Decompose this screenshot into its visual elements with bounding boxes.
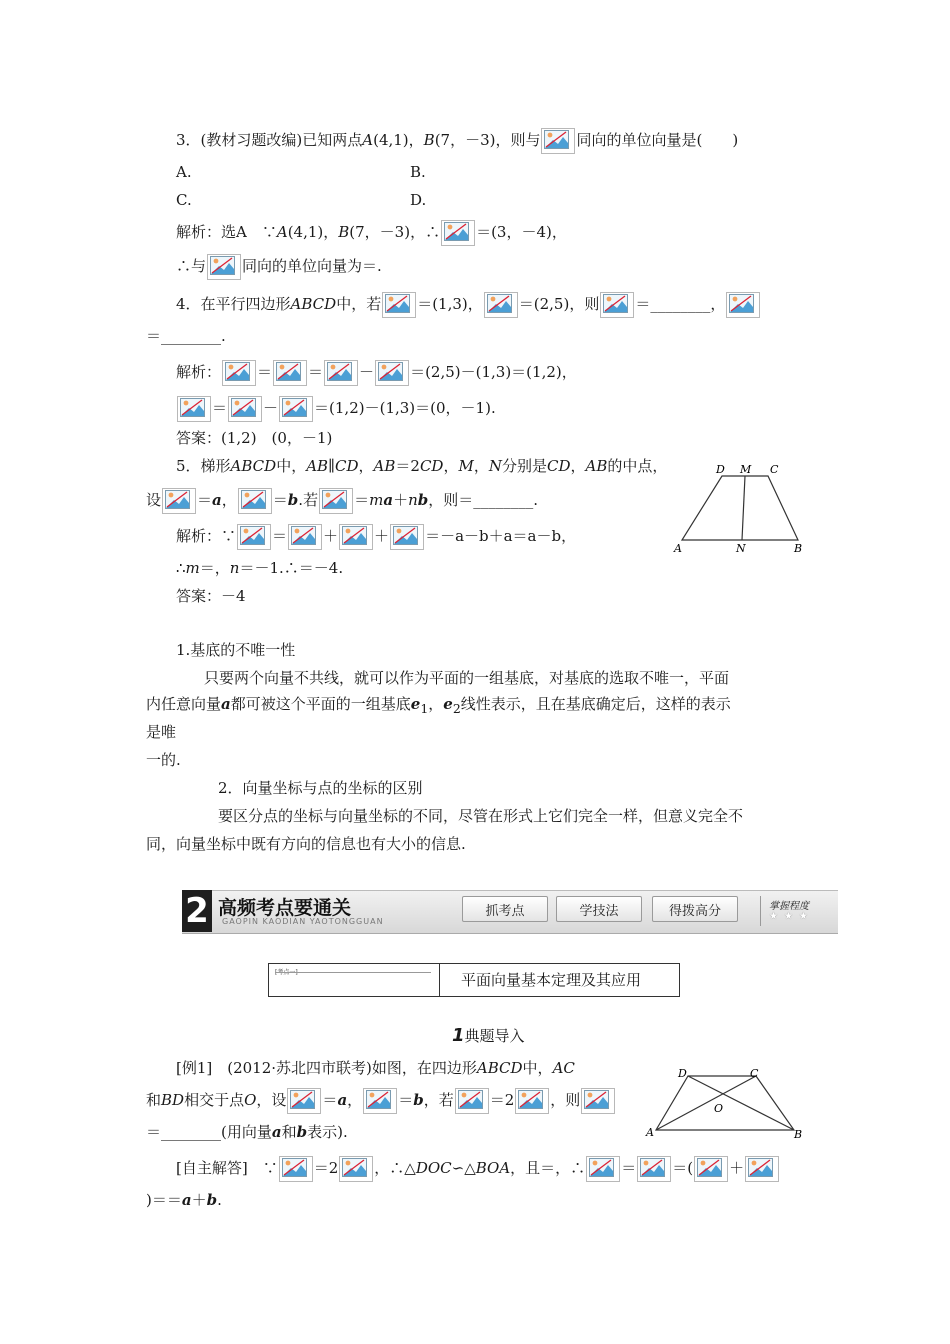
ex1-symbol: ＝2	[489, 1091, 515, 1109]
q4-solution-text: ＝(2,5)－(1,3)＝(1,2)，	[410, 363, 577, 381]
vector-image-icon	[390, 524, 424, 550]
q4-symbol: ＝	[257, 363, 273, 381]
vector-image-icon	[745, 1156, 779, 1182]
note-paragraph-1: 只要两个向量不共线，就可以作为平面的一组基底，对基底的选取不唯一，平面	[204, 669, 730, 687]
tab-de-bagaofen[interactable]: 得拨高分	[652, 896, 738, 922]
topic-box	[268, 963, 680, 997]
ex1-symbol: ＝	[398, 1091, 414, 1109]
grade-stars-icon: ★★★	[769, 911, 814, 922]
q4-symbol: ＝	[212, 399, 228, 417]
q3-option-d: D.	[410, 191, 427, 209]
q5-n-letter: n	[408, 491, 418, 509]
q5-solution-text: 解析：∵	[176, 527, 237, 545]
q5-m: M	[458, 457, 474, 475]
label-o: O	[714, 1102, 724, 1115]
label-d: D	[678, 1067, 687, 1080]
q5-stem-text: ，	[221, 491, 237, 509]
note-paragraph-1-line-2	[146, 694, 731, 719]
q3-solution-text: 同向的单位向量为＝.	[242, 257, 382, 275]
q4-solution-1	[176, 360, 577, 386]
q5-symbol: ＋	[393, 491, 409, 509]
q5-solution-1	[176, 524, 576, 550]
ex1-solution-2	[146, 1190, 222, 1210]
q4-stem-text: ＝(2,5)，则	[518, 295, 600, 313]
tab-xue-jifa[interactable]: 学技法	[556, 896, 642, 922]
vector-image-icon	[324, 360, 358, 386]
vector-image-icon	[637, 1156, 671, 1182]
section-heading	[452, 1026, 525, 1046]
q5-solution-text: ＝－a－b＋a＝a－b，	[425, 527, 577, 545]
q3-solution-text: (7，－3)，∴	[349, 223, 441, 241]
q5-stem-text: 5．梯形	[176, 457, 231, 475]
note-heading-1: 1.基底的不唯一性	[176, 641, 296, 659]
vector-image-icon	[238, 488, 272, 514]
q5-symbol: ＝	[197, 491, 213, 509]
q4-solution-text: ＝(1,2)－(1,3)＝(0，－1).	[314, 399, 496, 417]
note-sub-1: 1	[420, 701, 429, 716]
topic-tag-cell	[269, 964, 440, 996]
vector-image-icon	[339, 1156, 373, 1182]
banner-pinyin: GAOPIN KAODIAN YAOTONGGUAN	[222, 917, 384, 926]
vector-image-icon	[441, 220, 475, 246]
label-a: A	[674, 542, 682, 555]
vector-image-icon	[600, 292, 634, 318]
ex1-text: ，若	[423, 1091, 454, 1109]
q5-stem-text: 中，	[276, 457, 307, 475]
topic-title: 平面向量基本定理及其应用	[461, 971, 642, 989]
trapezoid-outline	[682, 476, 798, 540]
q4-abcd: ABCD	[290, 295, 337, 313]
vector-image-icon	[382, 292, 416, 318]
q4-stem	[176, 292, 761, 318]
note-paragraph-1-line-3: 是唯	[146, 723, 177, 741]
banner-title: 高频考点要通关	[218, 897, 352, 919]
ex1-symbol: ＝	[322, 1091, 338, 1109]
note-heading-2: 2．向量坐标与点的坐标的区别	[218, 779, 423, 797]
ex1-text: 相交于点	[184, 1091, 245, 1109]
q5-comma: ，	[473, 457, 489, 475]
label-b: B	[794, 1128, 803, 1141]
ex1-doc: DOC	[415, 1159, 452, 1177]
ex1-solution-text: ，∴△	[374, 1159, 416, 1177]
vector-image-icon	[541, 128, 575, 154]
ex1-ac: AC	[552, 1059, 575, 1077]
vector-image-icon	[375, 360, 409, 386]
q3-option-a: A.	[176, 163, 192, 181]
note-e2: e	[443, 695, 453, 713]
ex1-text: 表示).	[307, 1123, 348, 1141]
note-vector-a: a	[221, 695, 231, 713]
vector-image-icon	[237, 524, 271, 550]
ex1-solution	[176, 1156, 780, 1182]
q3-stem	[176, 128, 738, 154]
vector-image-icon	[726, 292, 760, 318]
q4-stem-text: 4．在平行四边形	[176, 295, 291, 313]
topic-tag: [考点一]	[275, 969, 298, 976]
note-paragraph-2-line-2: 同，向量坐标中既有方向的信息也有大小的信息.	[146, 835, 466, 853]
q4-stem-text: ＝(1,3)，	[417, 295, 483, 313]
ex1-text: ＝________(用向量	[146, 1123, 272, 1141]
vector-image-icon	[581, 1088, 615, 1114]
ex1-text: 中，	[522, 1059, 553, 1077]
note-text: 都可被这个平面的一组基底	[230, 695, 411, 713]
ex1-vector-b: b	[206, 1191, 218, 1209]
ex1-stem-3	[146, 1122, 348, 1142]
q5-vector-a: a	[383, 491, 394, 509]
q5-stem-text: ＝2	[395, 457, 420, 475]
q5-stem-text: .若	[298, 491, 319, 509]
ex1-solution-text: [自主解答] ∵	[176, 1159, 278, 1177]
ex1-symbol: ＋	[729, 1159, 745, 1177]
q5-solution-text: ＝－1.∴＝－4.	[239, 559, 344, 577]
note-e1: e	[410, 695, 421, 713]
q5-comma: ，	[443, 457, 459, 475]
vector-image-icon	[319, 488, 353, 514]
label-c: C	[770, 463, 779, 476]
q3-stem-end: 同向的单位向量是( )	[576, 131, 739, 149]
q3-solution-text: ∴与	[176, 257, 207, 275]
q5-comma: ，	[570, 457, 586, 475]
ex1-text: ，则	[550, 1091, 581, 1109]
vector-image-icon	[484, 292, 518, 318]
q5-ab: AB	[373, 457, 396, 475]
q4-answer: 答案：(1,2) (0，－1)	[176, 429, 333, 447]
quadrilateral-figure	[644, 1066, 808, 1142]
vector-image-icon	[207, 254, 241, 280]
tab-zhua-kaodian[interactable]: 抓考点	[462, 896, 548, 922]
ex1-text: 和	[146, 1091, 162, 1109]
q5-ab: AB	[306, 457, 329, 475]
q5-symbol: ＋	[323, 527, 339, 545]
ex1-solution-text: )＝＝	[146, 1191, 182, 1209]
q4-symbol: ＝	[308, 363, 324, 381]
vector-image-icon	[222, 360, 256, 386]
q5-n: N	[488, 457, 502, 475]
section-title: 典题导入	[464, 1027, 525, 1045]
q4-blank-1: ＝________，	[635, 295, 726, 313]
q5-vector-b: b	[287, 491, 299, 509]
q5-stem-text: 设	[146, 491, 162, 509]
ex1-symbol: ＝(	[672, 1159, 694, 1177]
ex1-vector-a: a	[271, 1123, 282, 1141]
q5-vector-a: a	[212, 491, 222, 509]
grade-panel	[760, 896, 837, 926]
note-sub-2: 2	[452, 701, 461, 716]
q5-stem-2	[146, 488, 538, 514]
vector-image-icon	[694, 1156, 728, 1182]
ex1-text: 和	[281, 1123, 297, 1141]
ex1-label: [例1] (2012·苏北四市联考)如图，在四边形	[176, 1059, 477, 1077]
ex1-abcd: ABCD	[476, 1059, 523, 1077]
ex1-vector-a: a	[181, 1191, 192, 1209]
q5-stem	[176, 456, 667, 476]
q3-point-a: A	[276, 223, 288, 241]
q4-symbol: －	[359, 363, 375, 381]
q3-point-b-coord: (7，－3)，则与	[434, 131, 541, 149]
vector-image-icon	[288, 524, 322, 550]
q5-ab: AB	[585, 457, 608, 475]
q5-symbol: ＝	[272, 491, 288, 509]
q4-stem-text: 中，若	[336, 295, 382, 313]
label-n: N	[736, 542, 746, 555]
q3-solution-text: 解析：选A ∵	[176, 223, 277, 241]
q5-symbol: ＋	[374, 527, 390, 545]
vector-image-icon	[177, 396, 211, 422]
q5-stem-text: ，则＝________.	[428, 491, 539, 509]
q3-solution-text: (4,1)，	[287, 223, 339, 241]
q5-m-letter: m	[185, 559, 200, 577]
ex1-stem-2	[146, 1088, 616, 1114]
q3-point-b: B	[423, 131, 435, 149]
q4-solution-label: 解析：	[176, 363, 222, 381]
ex1-similar: ∽△	[451, 1159, 476, 1177]
vector-image-icon	[586, 1156, 620, 1182]
q5-answer: 答案：－4	[176, 587, 246, 605]
vector-image-icon	[363, 1088, 397, 1114]
ex1-vector-b: b	[296, 1123, 308, 1141]
grade-label: 掌握程度	[769, 901, 809, 912]
q5-cd: CD	[419, 457, 444, 475]
label-c: C	[750, 1067, 759, 1080]
q5-comma: ，	[358, 457, 374, 475]
ex1-boa: BOA	[475, 1159, 511, 1177]
label-d: D	[716, 463, 725, 476]
vector-image-icon	[162, 488, 196, 514]
label-a: A	[646, 1126, 654, 1139]
q5-symbol: ＝	[272, 527, 288, 545]
section-banner	[182, 890, 838, 932]
ex1-comma: ，	[347, 1091, 363, 1109]
q5-cd: CD	[546, 457, 571, 475]
ex1-symbol: ＋	[191, 1191, 207, 1209]
quadrilateral-outline	[656, 1076, 794, 1130]
ex1-solution-text: ，且＝，∴	[510, 1159, 586, 1177]
q3-point-b: B	[338, 223, 350, 241]
q5-solution-text: ∴	[176, 559, 186, 577]
q3-stem-text: 3．(教材习题改编)已知两点	[176, 131, 363, 149]
q4-solution-2	[176, 396, 496, 422]
mn-segment	[742, 476, 745, 540]
vector-image-icon	[273, 360, 307, 386]
ex1-stem	[176, 1058, 575, 1078]
q3-point-a-coord: (4,1)，	[373, 131, 424, 149]
topic-tag-rule	[275, 972, 431, 973]
label-m: M	[740, 463, 752, 476]
q5-abcd: ABCD	[230, 457, 277, 475]
vector-image-icon	[287, 1088, 321, 1114]
q3-solution-text: ＝(3，－4)，	[476, 223, 567, 241]
q5-symbol: ＝	[354, 491, 370, 509]
q5-n-letter: n	[229, 559, 240, 577]
q5-parallel: ∥	[328, 457, 335, 475]
q3-option-c: C.	[176, 191, 192, 209]
q5-m-letter: m	[369, 491, 384, 509]
q5-cd: CD	[335, 457, 359, 475]
note-paragraph-2: 要区分点的坐标与向量坐标的不同，尽管在形式上它们完全一样，但意义完全不	[218, 807, 744, 825]
vector-image-icon	[455, 1088, 489, 1114]
label-b: B	[794, 542, 803, 555]
note-paragraph-1-line-4: 一的.	[146, 751, 181, 769]
q5-vector-b: b	[417, 491, 429, 509]
q5-solution-text: ＝，	[199, 559, 230, 577]
vector-image-icon	[339, 524, 373, 550]
vector-image-icon	[279, 1156, 313, 1182]
note-text: 线性表示，且在基底确定后，这样的表示	[460, 695, 731, 713]
ex1-solution-text: .	[217, 1191, 222, 1209]
vector-image-icon	[515, 1088, 549, 1114]
vector-image-icon	[228, 396, 262, 422]
q4-blank-2: ＝________.	[146, 327, 226, 345]
q3-solution	[176, 220, 567, 246]
ex1-symbol: ＝2	[313, 1159, 339, 1177]
banner-number: 2	[182, 890, 212, 932]
q3-solution-2	[176, 254, 382, 280]
ex1-symbol: ＝	[621, 1159, 637, 1177]
vector-image-icon	[279, 396, 313, 422]
ex1-vector-a: a	[337, 1091, 348, 1109]
ex1-vector-b: b	[413, 1091, 424, 1109]
q3-option-b: B.	[410, 163, 426, 181]
ex1-o: O	[244, 1091, 257, 1109]
q5-solution-2	[176, 558, 343, 578]
q4-symbol: －	[263, 399, 279, 417]
note-text: 内任意向量	[146, 695, 222, 713]
q3-point-a: A	[362, 131, 374, 149]
section-number: 1	[452, 1025, 465, 1046]
ex1-text: ，设	[256, 1091, 287, 1109]
q5-stem-text: 的中点，	[607, 457, 668, 475]
ex1-bd: BD	[161, 1091, 185, 1109]
trapezoid-figure	[672, 460, 812, 556]
q5-stem-text: 分别是	[501, 457, 547, 475]
note-text: ，	[428, 695, 444, 713]
